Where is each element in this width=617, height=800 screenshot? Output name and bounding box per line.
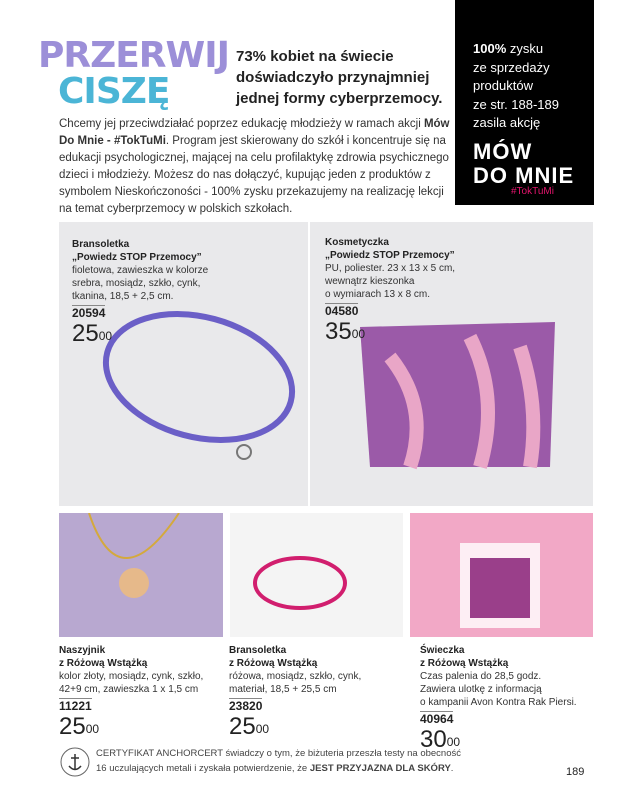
cert-line1: CERTYFIKAT ANCHORCERT świadczy o tym, że biżuteria przeszła testy na obecność bbox=[96, 748, 461, 759]
price-cents: 00 bbox=[98, 329, 113, 343]
promo-line3: produktów bbox=[473, 78, 533, 93]
anchor-icon bbox=[59, 746, 91, 778]
product-title: Bransoletka bbox=[229, 645, 287, 656]
product-code: 11221 bbox=[59, 699, 92, 713]
logo-line1: PRZERWIJ bbox=[38, 35, 230, 76]
logo-do-mnie: DO MNIE bbox=[473, 163, 575, 188]
product-info bbox=[420, 644, 577, 753]
product-price bbox=[229, 714, 361, 740]
price-main: 25 bbox=[59, 713, 86, 740]
promo-line2: ze sprzedaży bbox=[473, 59, 550, 75]
promo-hashtag: #TokTuMi bbox=[511, 186, 554, 197]
headline: 73% kobiet na świecie doświadczyło przynajmniej jednej formy cyberprzemocy. bbox=[236, 48, 443, 107]
cert-bold: JEST PRZYJAZNA DLA SKÓRY bbox=[309, 763, 451, 774]
product-price bbox=[72, 321, 208, 347]
intro-text bbox=[59, 116, 459, 218]
product-code: 20594 bbox=[72, 306, 106, 320]
price-cents: 00 bbox=[85, 722, 100, 736]
price-main: 25 bbox=[229, 713, 256, 740]
product-code: 40964 bbox=[420, 712, 454, 726]
product-info bbox=[229, 644, 361, 740]
product-desc: srebra, mosiądz, szkło, cynk, bbox=[72, 278, 201, 289]
product-info bbox=[325, 236, 455, 345]
intro-p1: Chcemy jej przeciwdziałać poprzez edukację młodzieży w ramach akcji bbox=[59, 118, 424, 130]
logo-line2: CISZĘ bbox=[58, 71, 170, 112]
promo-line1: zysku bbox=[506, 41, 544, 56]
product-subtitle: z Różową Wstążką bbox=[59, 658, 148, 669]
product-desc: o wymiarach 13 x 8 cm. bbox=[325, 289, 431, 300]
mow-do-mnie-logo bbox=[473, 140, 574, 188]
product-subtitle: z Różową Wstążką bbox=[420, 658, 509, 669]
candle-image bbox=[410, 513, 593, 637]
product-desc: o kampanii Avon Kontra Rak Piersi. bbox=[420, 697, 577, 708]
price-cents: 00 bbox=[255, 722, 270, 736]
product-code: 04580 bbox=[325, 304, 359, 318]
product-title: Bransoletka bbox=[72, 239, 130, 250]
promo-bold: 100% bbox=[473, 41, 507, 56]
promo-text bbox=[473, 40, 559, 133]
product-info bbox=[59, 644, 203, 740]
product-price bbox=[59, 714, 203, 740]
cert-text: 16 uczulających metali i zyskała potwierdzenie, że bbox=[96, 763, 310, 774]
product-desc: różowa, mosiądz, szkło, cynk, bbox=[229, 671, 362, 682]
product-title: Świeczka bbox=[420, 645, 465, 656]
product-desc: wewnątrz kieszonka bbox=[325, 276, 415, 287]
price-cents: 00 bbox=[446, 735, 461, 749]
product-subtitle: z Różową Wstążką bbox=[229, 658, 318, 669]
price-main: 25 bbox=[72, 320, 99, 347]
product-code: 23820 bbox=[229, 699, 263, 713]
price-cents: 00 bbox=[351, 327, 366, 341]
product-desc: fioletowa, zawieszka w kolorze bbox=[72, 265, 209, 276]
product-subtitle: „Powiedz STOP Przemocy” bbox=[325, 250, 455, 261]
promo-box bbox=[455, 0, 594, 205]
product-desc: PU, poliester. 23 x 13 x 5 cm, bbox=[325, 263, 456, 274]
pink-bracelet-image bbox=[230, 513, 403, 637]
product-desc: Czas palenia do 28,5 godz. bbox=[420, 671, 542, 682]
logo-mow: MÓW bbox=[473, 139, 533, 164]
przerwij-cisze-logo bbox=[38, 35, 230, 118]
cert-line2 bbox=[96, 761, 461, 776]
certificate-note bbox=[96, 746, 461, 776]
product-desc: 42+9 cm, zawieszka 1 x 1,5 cm bbox=[59, 684, 199, 695]
product-desc: materiał, 18,5 + 25,5 cm bbox=[229, 684, 337, 695]
product-desc: kolor złoty, mosiądz, cynk, szkło, bbox=[59, 671, 204, 682]
product-subtitle: „Powiedz STOP Przemocy” bbox=[72, 252, 202, 263]
price-main: 30 bbox=[420, 726, 447, 753]
promo-line4: ze str. 188-189 bbox=[473, 96, 559, 112]
product-desc: tkanina, 18,5 + 2,5 cm. bbox=[72, 291, 174, 302]
promo-line5: zasila akcję bbox=[473, 115, 541, 130]
cert-end: . bbox=[450, 763, 454, 774]
product-title: Naszyjnik bbox=[59, 645, 106, 656]
intro-p2: . Program jest skierowany do szkół i koncentruje się na edukacji psychologicznej, mającej na celu profilaktykę zdrowia psychicznego dzieci i młodzieży. Możesz do nas dołączyć, kupując jeden z produktów z symbolem Nieskończoności - 100% zysku przekazujemy na realizację lekcji na temat cyberprzemocy w polskich szkołach. bbox=[59, 135, 449, 215]
product-info bbox=[72, 238, 208, 347]
necklace-image bbox=[59, 513, 223, 637]
price-main: 35 bbox=[325, 318, 352, 345]
product-desc: Zawiera ulotkę z informacją bbox=[420, 684, 542, 695]
product-price bbox=[325, 319, 455, 345]
intro-bold: Mów Do Mnie - #TokTuMi bbox=[59, 118, 450, 147]
product-title: Kosmetyczka bbox=[325, 237, 389, 248]
page-number: 189 bbox=[566, 766, 585, 778]
